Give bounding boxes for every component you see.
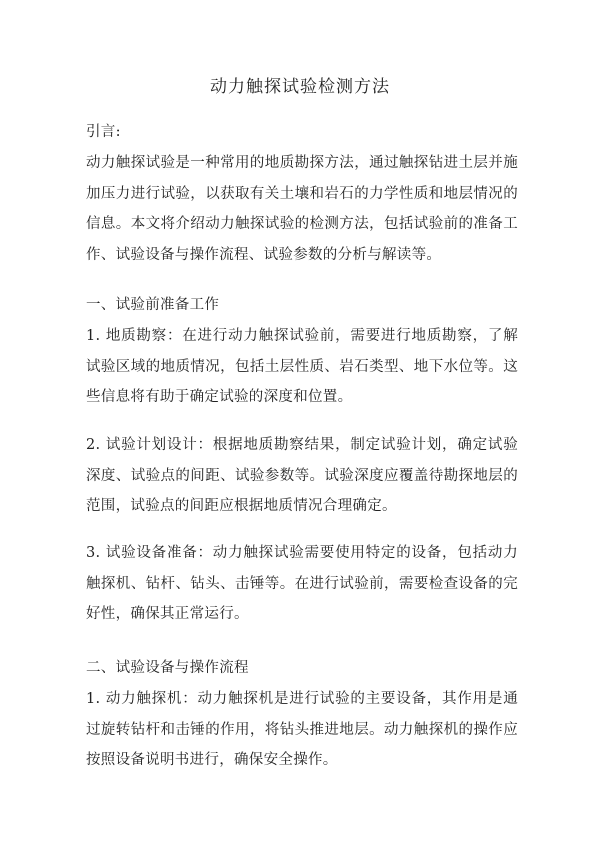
section-1-item-3: 3. 试验设备准备：动力触探试验需要使用特定的设备，包括动力触探机、钻杆、钻头、击锤等。在进行试验前，需要检查设备的完好性，确保其正常运行。 (86, 545, 518, 622)
section-1-item-1: 1. 地质勘察：在进行动力触探试验前，需要进行地质勘察，了解试验区域的地质情况，包括土层性质、岩石类型、地下水位等。这些信息将有助于确定试验的深度和位置。 (86, 328, 518, 405)
intro-label: 引言: (86, 124, 121, 140)
page-title: 动力触探试验检测方法 (210, 77, 390, 97)
intro-paragraph: 动力触探试验是一种常用的地质勘探方法，通过触探钻进土层并施加压力进行试验，以获取有关土壤和岩石的力学性质和地层情况的信息。本文将介绍动力触探试验的检测方法，包括试验前的准备工作、试验设备与操作流程、试验参数的分析与解读等。 (86, 155, 518, 263)
section-1-item-2: 2. 试验计划设计：根据地质勘察结果，制定试验计划，确定试验深度、试验点的间距、试验参数等。试验深度应覆盖待勘探地层的范围，试验点的间距应根据地质情况合理确定。 (86, 437, 518, 514)
section-1-heading: 一、试验前准备工作 (86, 297, 220, 313)
section-2-item-1: 1. 动力触探机：动力触探机是进行试验的主要设备，其作用是通过旋转钻杆和击锤的作用，将钻头推进地层。动力触探机的操作应按照设备说明书进行，确保安全操作。 (86, 691, 518, 768)
section-2-heading: 二、试验设备与操作流程 (86, 660, 249, 676)
